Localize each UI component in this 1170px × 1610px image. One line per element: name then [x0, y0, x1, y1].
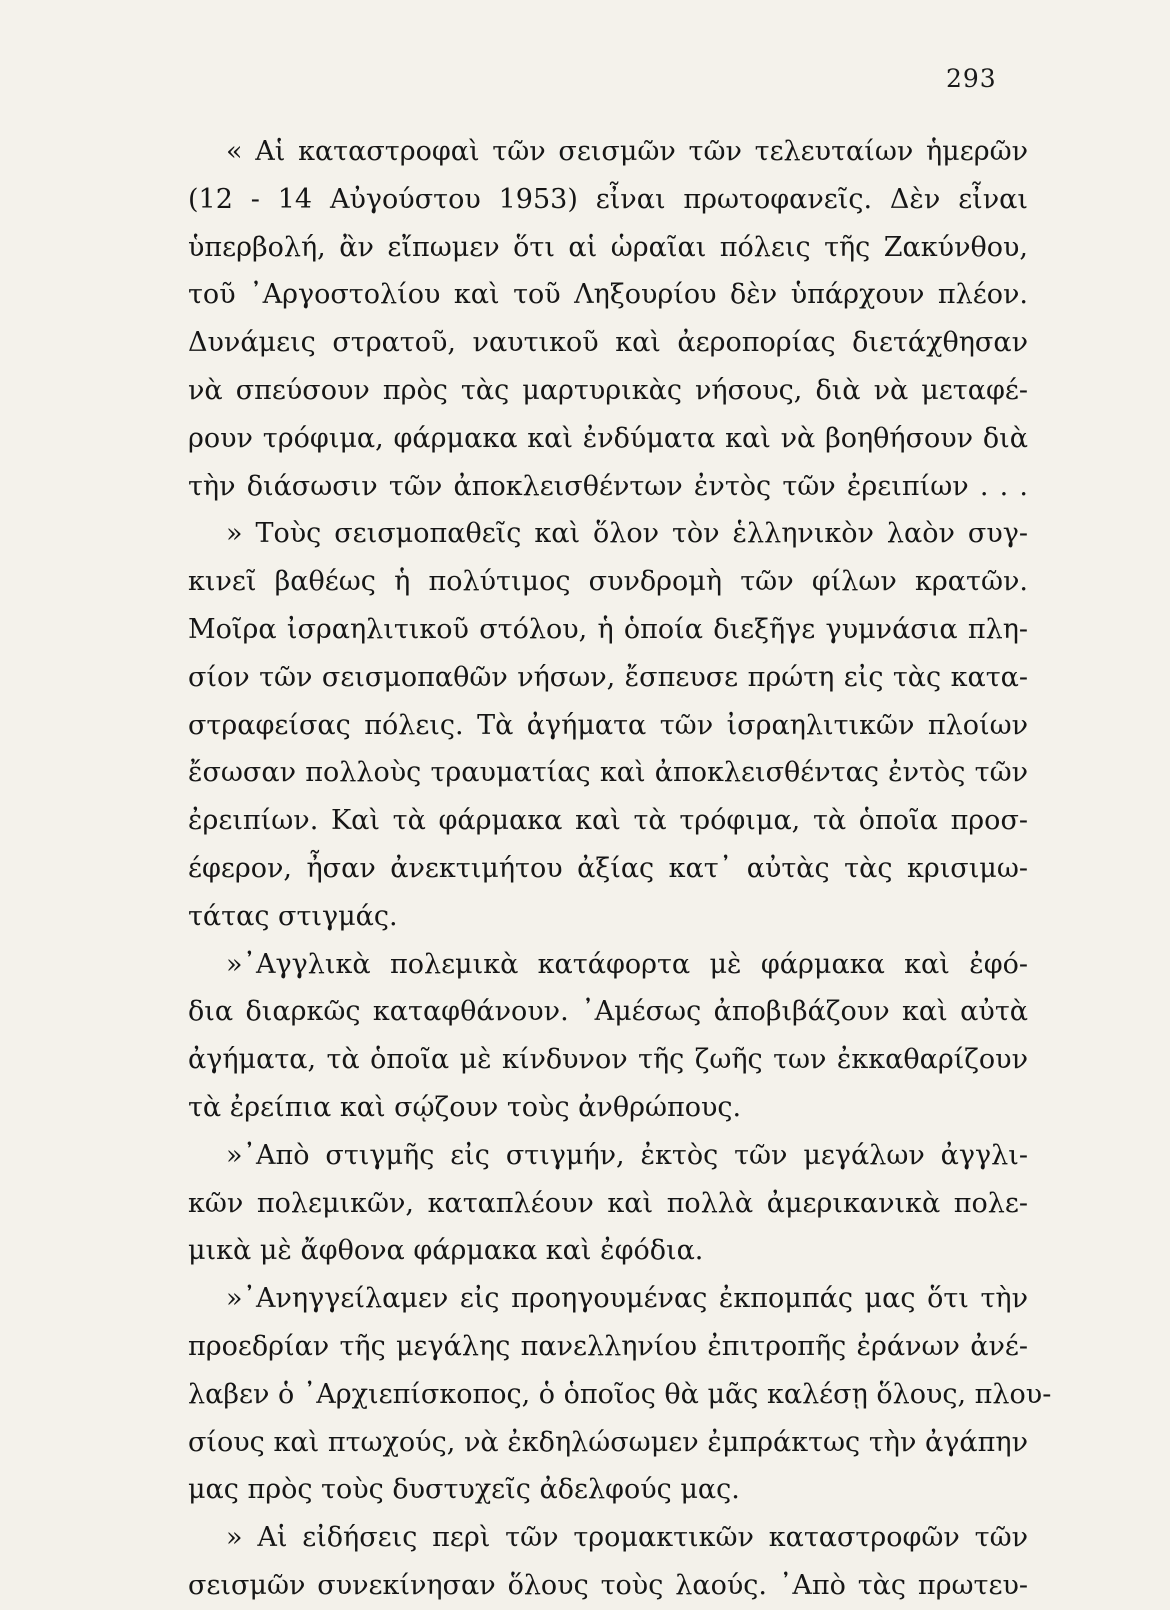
- text-line: » Τοὺς σεισμοπαθεῖς καὶ ὅλον τὸν ἑλληνικὸν λαὸν συγ-: [226, 518, 1028, 550]
- text-line: ὑπερβολή, ἂν εἴπωμεν ὅτι αἱ ὡραῖαι πόλεις τῆς Ζακύνθου,: [188, 231, 1028, 263]
- text-line: »᾿Απὸ στιγμῆς εἰς στιγμήν, ἐκτὸς τῶν μεγάλων ἀγγλι-: [226, 1139, 1028, 1171]
- text-line: σίους καὶ πτωχούς, νὰ ἐκδηλώσωμεν ἐμπράκτως τὴν ἀγάπην: [188, 1426, 1028, 1458]
- text-line: νὰ σπεύσουν πρὸς τὰς μαρτυρικὰς νήσους, διὰ νὰ μεταφέ-: [188, 374, 1028, 406]
- text-line: ἔσωσαν πολλοὺς τραυματίας καὶ ἀποκλεισθέντας ἐντὸς τῶν: [188, 757, 1028, 789]
- text-line: σίον τῶν σεισμοπαθῶν νήσων, ἔσπευσε πρώτη εἰς τὰς κατα-: [188, 661, 1028, 693]
- text-line: »᾿Ανηγγείλαμεν εἰς προηγουμένας ἐκπομπάς μας ὅτι τὴν: [226, 1283, 1028, 1315]
- body-text: [188, 128, 1052, 1610]
- text-line: Μοῖρα ἰσραηλιτικοῦ στόλου, ἡ ὁποία διεξῆγε γυμνάσια πλη-: [188, 613, 1028, 645]
- text-line: κινεῖ βαθέως ἡ πολύτιμος συνδρομὴ τῶν φίλων κρατῶν.: [188, 566, 1028, 598]
- text-line: τάτας στιγμάς.: [188, 900, 398, 932]
- text-line: τὴν διάσωσιν τῶν ἀποκλεισθέντων ἐντὸς τῶν ἐρειπίων . . .: [188, 470, 1028, 502]
- text-line: κῶν πολεμικῶν, καταπλέουν καὶ πολλὰ ἀμερικανικὰ πολε-: [188, 1187, 1028, 1219]
- page-number: 293: [946, 64, 997, 93]
- text-line: μας πρὸς τοὺς δυστυχεῖς ἀδελφούς μας.: [188, 1474, 740, 1506]
- text-line: » Αἱ εἰδήσεις περὶ τῶν τρομακτικῶν καταστροφῶν τῶν: [226, 1522, 1028, 1554]
- text-line: ἐρειπίων. Καὶ τὰ φάρμακα καὶ τὰ τρόφιμα, τὰ ὁποῖα προσ-: [188, 805, 1028, 837]
- text-line: προεδρίαν τῆς μεγάλης πανελληνίου ἐπιτροπῆς ἐράνων ἀνέ-: [188, 1330, 1028, 1362]
- text-line: στραφείσας πόλεις. Τὰ ἀγήματα τῶν ἰσραηλιτικῶν πλοίων: [188, 709, 1028, 741]
- text-line: τοῦ ᾿Αργοστολίου καὶ τοῦ Ληξουρίου δὲν ὑπάρχουν πλέον.: [188, 279, 1028, 311]
- text-line: τὰ ἐρείπια καὶ σῴζουν τοὺς ἀνθρώπους.: [188, 1091, 742, 1123]
- text-line: ρουν τρόφιμα, φάρμακα καὶ ἐνδύματα καὶ νὰ βοηθήσουν διὰ: [188, 422, 1028, 454]
- text-line: ἀγήματα, τὰ ὁποῖα μὲ κίνδυνον τῆς ζωῆς των ἐκκαθαρίζουν: [188, 1044, 1028, 1076]
- text-line: »᾿Αγγλικὰ πολεμικὰ κατάφορτα μὲ φάρμακα καὶ ἐφό-: [226, 948, 1028, 980]
- text-line: « Αἱ καταστροφαὶ τῶν σεισμῶν τῶν τελευταίων ἡμερῶν: [226, 136, 1028, 167]
- text-line: δια διαρκῶς καταφθάνουν. ᾿Αμέσως ἀποβιβάζουν καὶ αὐτὰ: [188, 996, 1028, 1028]
- text-line: σεισμῶν συνεκίνησαν ὅλους τοὺς λαούς. ᾿Απὸ τὰς πρωτευ-: [188, 1569, 1028, 1601]
- text-line: μικὰ μὲ ἄφθονα φάρμακα καὶ ἐφόδια.: [188, 1235, 704, 1267]
- text-line: λαβεν ὁ ᾿Αρχιεπίσκοπος, ὁ ὁποῖος θὰ μᾶς καλέσῃ ὅλους, πλου-: [188, 1378, 1052, 1410]
- text-line: έφερον, ἦσαν ἀνεκτιμήτου ἀξίας κατ᾿ αὐτὰς τὰς κρισιμω-: [188, 852, 1028, 884]
- text-line: (12 - 14 Αὐγούστου 1953) εἶναι πρωτοφανεῖς. Δὲν εἶναι: [188, 183, 1028, 215]
- text-line: Δυνάμεις στρατοῦ, ναυτικοῦ καὶ ἀεροπορίας διετάχθησαν: [188, 327, 1028, 359]
